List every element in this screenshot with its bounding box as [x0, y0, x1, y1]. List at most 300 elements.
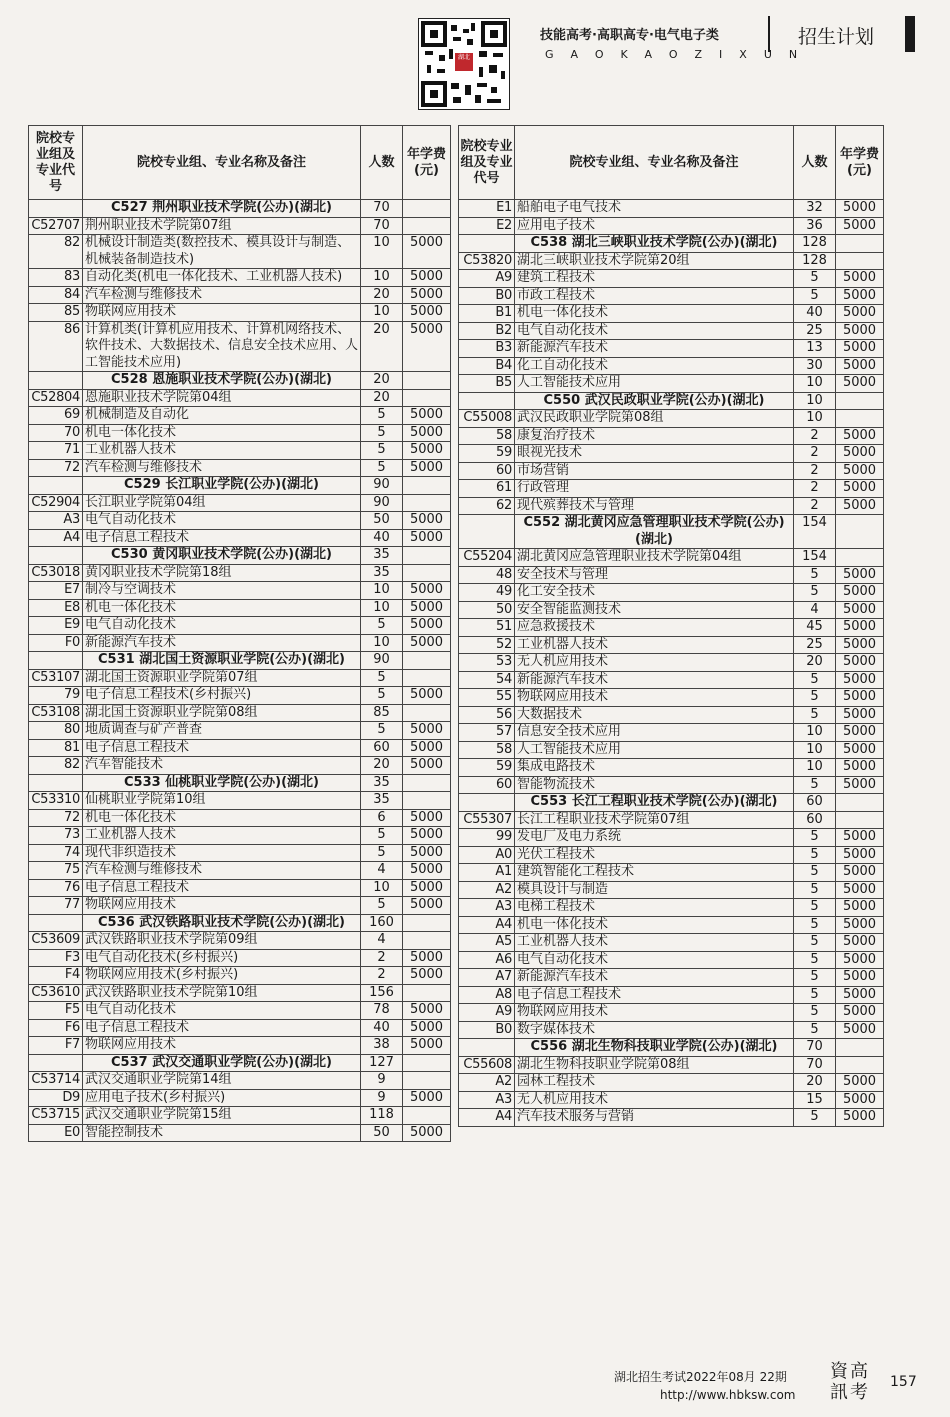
- cell-count: 35: [361, 564, 403, 582]
- major-row: [459, 934, 884, 952]
- major-row: [29, 617, 451, 635]
- cell-code: 73: [29, 827, 83, 845]
- cell-fee: 5000: [403, 269, 451, 287]
- cell-code: 71: [29, 442, 83, 460]
- cell-name: 人工智能技术应用: [515, 741, 794, 759]
- major-row: [459, 480, 884, 498]
- cell-fee: [403, 1072, 451, 1090]
- cell-name: 物联网应用技术(乡村振兴): [83, 967, 361, 985]
- cell-fee: 5000: [403, 617, 451, 635]
- cell-fee: [836, 392, 884, 410]
- cell-count: 20: [361, 372, 403, 390]
- cell-code: C55307: [459, 811, 515, 829]
- cell-fee: 5000: [836, 1004, 884, 1022]
- cell-fee: 5000: [403, 722, 451, 740]
- cell-code: 79: [29, 687, 83, 705]
- cell-count: 4: [794, 601, 836, 619]
- header-bar: [905, 16, 915, 52]
- cell-count: 30: [794, 357, 836, 375]
- cell-fee: 5000: [836, 217, 884, 235]
- cell-name: 湖北黄冈应急管理职业技术学院第04组: [515, 549, 794, 567]
- cell-code: [29, 200, 83, 218]
- cell-code: A4: [29, 529, 83, 547]
- cell-name: 机电一体化技术: [83, 599, 361, 617]
- cell-name: 建筑工程技术: [515, 270, 794, 288]
- cell-fee: 5000: [836, 1074, 884, 1092]
- cell-fee: 5000: [403, 235, 451, 269]
- cell-name: C531 湖北国土资源职业学院(公办)(湖北): [83, 652, 361, 670]
- cell-count: 5: [794, 706, 836, 724]
- major-row: [459, 986, 884, 1004]
- cell-name: 园林工程技术: [515, 1074, 794, 1092]
- cell-fee: [836, 1056, 884, 1074]
- cell-name: 光伏工程技术: [515, 846, 794, 864]
- cell-name: 机电一体化技术: [515, 305, 794, 323]
- school-row: [459, 794, 884, 812]
- school-row: [29, 914, 451, 932]
- cell-fee: 5000: [403, 949, 451, 967]
- major-row: [459, 1109, 884, 1127]
- cell-count: 15: [794, 1091, 836, 1109]
- major-row: [459, 846, 884, 864]
- cell-name: C550 武汉民政职业学院(公办)(湖北): [515, 392, 794, 410]
- cell-code: [29, 774, 83, 792]
- major-row: [29, 442, 451, 460]
- cell-fee: 5000: [836, 287, 884, 305]
- cell-name: 电子信息工程技术: [515, 986, 794, 1004]
- cell-count: 10: [361, 582, 403, 600]
- cell-fee: [836, 794, 884, 812]
- cell-name: 湖北三峡职业技术学院第20组: [515, 252, 794, 270]
- major-row: [29, 235, 451, 269]
- major-row: [459, 776, 884, 794]
- cell-code: 99: [459, 829, 515, 847]
- cell-code: [29, 372, 83, 390]
- cell-code: E1: [459, 200, 515, 218]
- cell-fee: 5000: [836, 951, 884, 969]
- cell-name: 眼视光技术: [515, 445, 794, 463]
- cell-fee: 5000: [836, 899, 884, 917]
- cell-fee: 5000: [403, 879, 451, 897]
- cell-code: 86: [29, 321, 83, 372]
- major-row: [459, 305, 884, 323]
- cell-count: 9: [361, 1072, 403, 1090]
- group-row: [29, 984, 451, 1002]
- cell-fee: 5000: [836, 1109, 884, 1127]
- cell-fee: 5000: [403, 739, 451, 757]
- cell-fee: 5000: [403, 512, 451, 530]
- cell-name: 荆州职业技术学院第07组: [83, 217, 361, 235]
- cell-code: 72: [29, 809, 83, 827]
- cell-code: D9: [29, 1089, 83, 1107]
- enrollment-table-right: [458, 125, 884, 1127]
- cell-count: 85: [361, 704, 403, 722]
- cell-fee: [403, 984, 451, 1002]
- cell-fee: 5000: [403, 459, 451, 477]
- cell-fee: 5000: [403, 304, 451, 322]
- cell-code: A7: [459, 969, 515, 987]
- cell-code: A8: [459, 986, 515, 1004]
- cell-count: 20: [361, 757, 403, 775]
- cell-fee: 5000: [403, 897, 451, 915]
- cell-count: 154: [794, 549, 836, 567]
- cell-code: A1: [459, 864, 515, 882]
- cell-code: A0: [459, 846, 515, 864]
- major-row: [459, 916, 884, 934]
- cell-code: 76: [29, 879, 83, 897]
- major-row: [459, 951, 884, 969]
- cell-name: C529 长江职业学院(公办)(湖北): [83, 477, 361, 495]
- cell-name: 工业机器人技术: [83, 827, 361, 845]
- cell-count: 5: [361, 827, 403, 845]
- cell-fee: 5000: [403, 1124, 451, 1142]
- major-row: [459, 1091, 884, 1109]
- footer-logo: 資高訊考: [830, 1361, 870, 1403]
- school-row: [29, 652, 451, 670]
- cell-fee: [403, 547, 451, 565]
- cell-fee: 5000: [836, 445, 884, 463]
- cell-count: 5: [361, 617, 403, 635]
- cell-code: F5: [29, 1002, 83, 1020]
- cell-fee: [403, 669, 451, 687]
- cell-code: F4: [29, 967, 83, 985]
- cell-fee: 5000: [836, 1021, 884, 1039]
- cell-fee: 5000: [836, 829, 884, 847]
- cell-count: 5: [361, 459, 403, 477]
- major-row: [29, 529, 451, 547]
- cell-count: 70: [794, 1039, 836, 1057]
- cell-code: C53715: [29, 1107, 83, 1125]
- cell-code: A2: [459, 1074, 515, 1092]
- school-row: [29, 477, 451, 495]
- cell-code: B1: [459, 305, 515, 323]
- cell-fee: 5000: [836, 864, 884, 882]
- cell-count: 127: [361, 1054, 403, 1072]
- cell-fee: [403, 200, 451, 218]
- cell-name: 建筑智能化工程技术: [515, 864, 794, 882]
- cell-fee: 5000: [836, 916, 884, 934]
- major-row: [459, 654, 884, 672]
- cell-code: A4: [459, 916, 515, 934]
- cell-name: 制冷与空调技术: [83, 582, 361, 600]
- cell-code: E9: [29, 617, 83, 635]
- cell-fee: 5000: [403, 286, 451, 304]
- cell-name: 武汉铁路职业技术学院第10组: [83, 984, 361, 1002]
- cell-count: 10: [361, 235, 403, 269]
- major-row: [29, 599, 451, 617]
- cell-name: C530 黄冈职业技术学院(公办)(湖北): [83, 547, 361, 565]
- major-row: [459, 375, 884, 393]
- major-row: [29, 687, 451, 705]
- cell-count: 5: [794, 881, 836, 899]
- cell-count: 5: [794, 916, 836, 934]
- major-row: [459, 200, 884, 218]
- cell-count: 50: [361, 1124, 403, 1142]
- cell-fee: 5000: [403, 967, 451, 985]
- cell-name: 汽车技术服务与营销: [515, 1109, 794, 1127]
- cell-code: E8: [29, 599, 83, 617]
- cell-code: F6: [29, 1019, 83, 1037]
- cell-fee: 5000: [836, 759, 884, 777]
- col-header-count: 人数: [361, 126, 403, 200]
- major-row: [29, 1019, 451, 1037]
- cell-code: 57: [459, 724, 515, 742]
- cell-count: 128: [794, 235, 836, 253]
- cell-fee: 5000: [403, 757, 451, 775]
- cell-fee: 5000: [403, 1002, 451, 1020]
- cell-code: C53610: [29, 984, 83, 1002]
- cell-fee: [403, 372, 451, 390]
- cell-code: 81: [29, 739, 83, 757]
- page-number: 157: [890, 1374, 917, 1390]
- cell-name: 仙桃职业学院第10组: [83, 792, 361, 810]
- cell-name: 电气自动化技术: [83, 617, 361, 635]
- cell-count: 2: [794, 497, 836, 515]
- cell-count: 2: [361, 967, 403, 985]
- cell-name: 电子信息工程技术: [83, 739, 361, 757]
- cell-name: 机电一体化技术: [83, 809, 361, 827]
- cell-fee: 5000: [836, 375, 884, 393]
- cell-fee: [403, 792, 451, 810]
- cell-count: 70: [361, 200, 403, 218]
- cell-code: [459, 794, 515, 812]
- cell-name: 工业机器人技术: [515, 636, 794, 654]
- cell-fee: 5000: [403, 634, 451, 652]
- cell-fee: 5000: [836, 566, 884, 584]
- cell-code: [29, 477, 83, 495]
- cell-fee: [836, 515, 884, 549]
- cell-count: 25: [794, 636, 836, 654]
- cell-name: 武汉交通职业学院第14组: [83, 1072, 361, 1090]
- cell-fee: 5000: [403, 862, 451, 880]
- school-row: [29, 547, 451, 565]
- cell-code: 74: [29, 844, 83, 862]
- cell-code: C53609: [29, 932, 83, 950]
- cell-count: 40: [361, 1019, 403, 1037]
- cell-count: 10: [361, 269, 403, 287]
- cell-name: 湖北国土资源职业学院第07组: [83, 669, 361, 687]
- cell-count: 2: [794, 462, 836, 480]
- header-section-title: 招生计划: [798, 26, 875, 48]
- cell-name: 电子信息工程技术: [83, 1019, 361, 1037]
- cell-name: 自动化类(机电一体化技术、工业机器人技术): [83, 269, 361, 287]
- cell-fee: [836, 811, 884, 829]
- cell-fee: [403, 494, 451, 512]
- school-row: [459, 515, 884, 549]
- major-row: [459, 270, 884, 288]
- cell-fee: 5000: [836, 270, 884, 288]
- cell-name: 大数据技术: [515, 706, 794, 724]
- cell-name: 无人机应用技术: [515, 1091, 794, 1109]
- cell-count: 10: [794, 724, 836, 742]
- cell-fee: 5000: [836, 200, 884, 218]
- cell-name: C533 仙桃职业学院(公办)(湖北): [83, 774, 361, 792]
- cell-fee: [403, 389, 451, 407]
- cell-code: 85: [29, 304, 83, 322]
- cell-count: 5: [794, 566, 836, 584]
- major-row: [29, 1037, 451, 1055]
- cell-count: 45: [794, 619, 836, 637]
- cell-code: C52707: [29, 217, 83, 235]
- major-row: [29, 1089, 451, 1107]
- cell-count: 70: [361, 217, 403, 235]
- major-row: [29, 321, 451, 372]
- cell-code: 60: [459, 462, 515, 480]
- cell-name: 电气自动化技术: [515, 322, 794, 340]
- cell-name: 机电一体化技术: [515, 916, 794, 934]
- cell-name: 湖北国土资源职业学院第08组: [83, 704, 361, 722]
- cell-count: 2: [794, 445, 836, 463]
- cell-count: 5: [361, 844, 403, 862]
- cell-count: 10: [794, 741, 836, 759]
- cell-name: 发电厂及电力系统: [515, 829, 794, 847]
- cell-code: C52804: [29, 389, 83, 407]
- cell-name: 恩施职业技术学院第04组: [83, 389, 361, 407]
- cell-name: 数字媒体技术: [515, 1021, 794, 1039]
- major-row: [459, 287, 884, 305]
- cell-fee: 5000: [403, 809, 451, 827]
- cell-name: 物联网应用技术: [83, 897, 361, 915]
- cell-fee: 5000: [403, 1037, 451, 1055]
- cell-name: 地质调查与矿产普查: [83, 722, 361, 740]
- cell-code: 60: [459, 776, 515, 794]
- cell-code: 72: [29, 459, 83, 477]
- cell-count: 5: [794, 934, 836, 952]
- cell-name: 安全技术与管理: [515, 566, 794, 584]
- cell-count: 128: [794, 252, 836, 270]
- cell-count: 5: [794, 1021, 836, 1039]
- cell-count: 10: [794, 375, 836, 393]
- cell-code: B0: [459, 1021, 515, 1039]
- cell-code: 56: [459, 706, 515, 724]
- cell-fee: [403, 1054, 451, 1072]
- cell-fee: 5000: [403, 599, 451, 617]
- cell-name: 应急救援技术: [515, 619, 794, 637]
- cell-name: 黄冈职业技术学院第18组: [83, 564, 361, 582]
- cell-name: 电气自动化技术: [515, 951, 794, 969]
- cell-fee: 5000: [836, 619, 884, 637]
- enrollment-table-left: [28, 125, 451, 1142]
- cell-fee: 5000: [403, 582, 451, 600]
- cell-count: 25: [794, 322, 836, 340]
- cell-code: C55008: [459, 410, 515, 428]
- group-row: [459, 252, 884, 270]
- cell-count: 5: [794, 287, 836, 305]
- group-row: [459, 549, 884, 567]
- cell-fee: 5000: [836, 934, 884, 952]
- cell-name: 电气自动化技术: [83, 1002, 361, 1020]
- cell-code: 49: [459, 584, 515, 602]
- cell-name: 智能控制技术: [83, 1124, 361, 1142]
- cell-code: 55: [459, 689, 515, 707]
- group-row: [29, 1107, 451, 1125]
- cell-count: 60: [794, 794, 836, 812]
- cell-code: A3: [459, 1091, 515, 1109]
- major-row: [29, 286, 451, 304]
- cell-count: 5: [794, 584, 836, 602]
- cell-count: 5: [361, 407, 403, 425]
- cell-count: 35: [361, 774, 403, 792]
- cell-count: 78: [361, 1002, 403, 1020]
- cell-count: 5: [794, 1004, 836, 1022]
- major-row: [29, 949, 451, 967]
- major-row: [459, 636, 884, 654]
- cell-fee: 5000: [836, 986, 884, 1004]
- cell-fee: 5000: [836, 724, 884, 742]
- major-row: [29, 459, 451, 477]
- cell-name: 电子信息工程技术: [83, 879, 361, 897]
- cell-fee: 5000: [836, 654, 884, 672]
- cell-name: 应用电子技术(乡村振兴): [83, 1089, 361, 1107]
- cell-fee: 5000: [403, 529, 451, 547]
- school-row: [29, 200, 451, 218]
- cell-count: 4: [361, 932, 403, 950]
- cell-count: 5: [794, 986, 836, 1004]
- cell-fee: 5000: [836, 497, 884, 515]
- cell-name: C536 武汉铁路职业技术学院(公办)(湖北): [83, 914, 361, 932]
- major-row: [459, 357, 884, 375]
- cell-fee: 5000: [836, 601, 884, 619]
- cell-count: 5: [794, 671, 836, 689]
- major-row: [459, 829, 884, 847]
- cell-name: 船舶电子电气技术: [515, 200, 794, 218]
- cell-code: A9: [459, 1004, 515, 1022]
- cell-code: B0: [459, 287, 515, 305]
- col-header-name: 院校专业组、专业名称及备注: [515, 126, 794, 200]
- cell-fee: 5000: [836, 881, 884, 899]
- cell-count: 2: [361, 949, 403, 967]
- cell-count: 2: [794, 427, 836, 445]
- cell-code: F3: [29, 949, 83, 967]
- cell-count: 5: [361, 722, 403, 740]
- major-row: [29, 582, 451, 600]
- header-subtitle: 技能高考·高职高专·电气电子类: [540, 28, 719, 43]
- col-header-code: 院校专业组及专业代号: [29, 126, 83, 200]
- school-row: [459, 392, 884, 410]
- cell-name: 长江工程职业技术学院第07组: [515, 811, 794, 829]
- major-row: [459, 864, 884, 882]
- major-row: [29, 424, 451, 442]
- col-header-code: 院校专业组及专业代号: [459, 126, 515, 200]
- cell-fee: [403, 932, 451, 950]
- cell-code: A5: [459, 934, 515, 952]
- major-row: [29, 844, 451, 862]
- major-row: [29, 1002, 451, 1020]
- cell-code: B2: [459, 322, 515, 340]
- cell-fee: 5000: [403, 442, 451, 460]
- cell-code: A2: [459, 881, 515, 899]
- major-row: [459, 706, 884, 724]
- cell-count: 5: [794, 829, 836, 847]
- cell-count: 90: [361, 494, 403, 512]
- major-row: [459, 427, 884, 445]
- cell-code: C53018: [29, 564, 83, 582]
- cell-name: 电梯工程技术: [515, 899, 794, 917]
- cell-code: 61: [459, 480, 515, 498]
- cell-name: C537 武汉交通职业学院(公办)(湖北): [83, 1054, 361, 1072]
- cell-code: 54: [459, 671, 515, 689]
- cell-name: 武汉铁路职业技术学院第09组: [83, 932, 361, 950]
- cell-name: 新能源汽车技术: [83, 634, 361, 652]
- major-row: [459, 1021, 884, 1039]
- cell-code: B5: [459, 375, 515, 393]
- cell-fee: 5000: [836, 427, 884, 445]
- cell-count: 35: [361, 547, 403, 565]
- major-row: [29, 862, 451, 880]
- cell-fee: 5000: [836, 636, 884, 654]
- cell-name: 物联网应用技术: [515, 689, 794, 707]
- group-row: [29, 1072, 451, 1090]
